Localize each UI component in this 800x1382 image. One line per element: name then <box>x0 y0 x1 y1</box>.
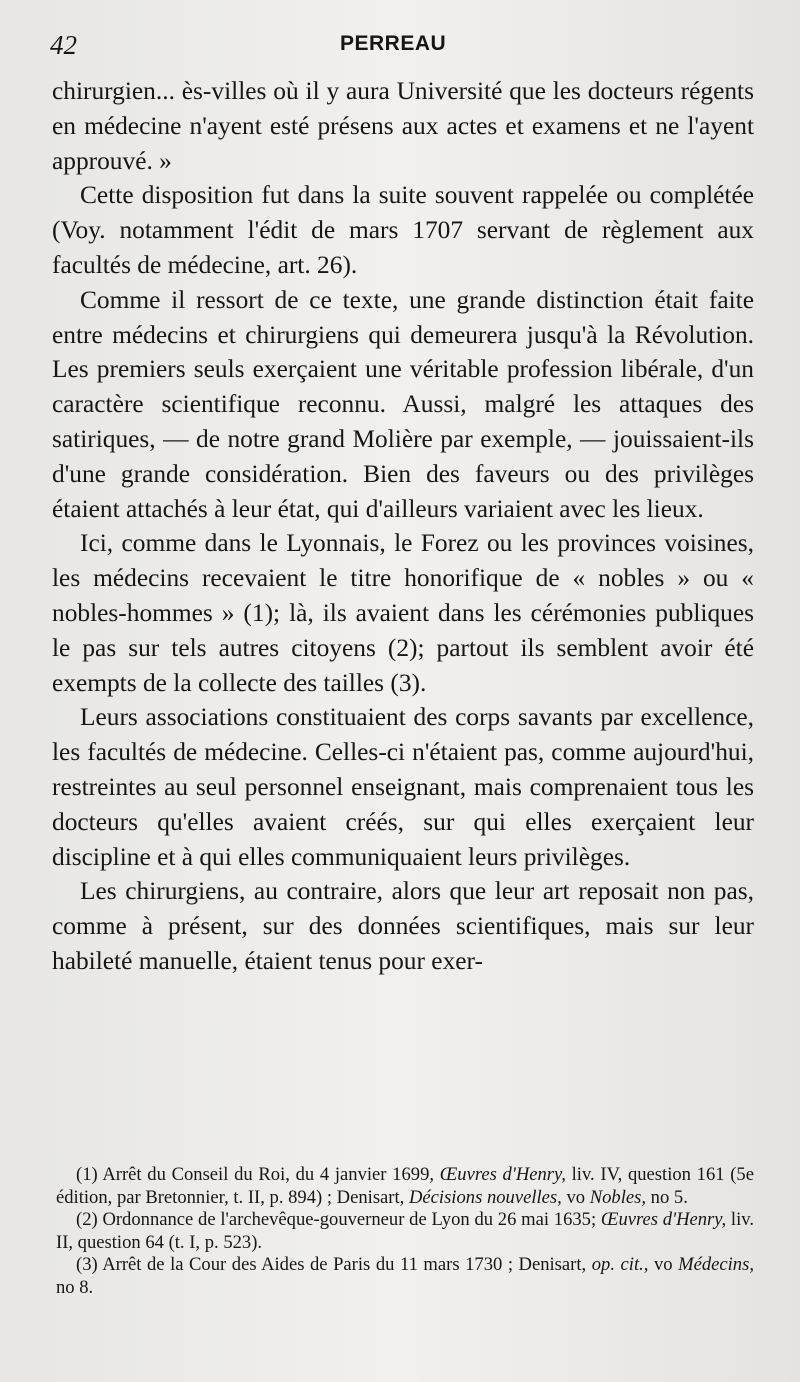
paragraph-6: Les chirurgiens, au contraire, alors que leur art reposait non pas, comme à présent, sur des données scientifiques, mais sur leur habileté manuelle, étaient tenus pour exer- <box>52 877 754 975</box>
page-number: 42 <box>50 30 77 60</box>
footnote-2: (2) Ordonnance de l'archevêque-gouverneur de Lyon du 26 mai 1635; Œuvres d'Henry, liv. II, question 64 (t. I, p. 523). <box>56 1209 755 1253</box>
page-header <box>0 30 800 70</box>
footnotes <box>56 1164 754 1300</box>
body-text <box>52 74 754 979</box>
paragraph-3: Comme il ressort de ce texte, une grande distinction était faite entre médecins et chirurgiens qui demeurera jusqu'à la Révolution. Les premiers seuls exerçaient une véritable profession libérale, d'un caractère scientifique reconnu. Aussi, malgré les attaques des satiriques, — de notre grand Molière par exemple, — jouissaient-ils d'une grande considération. Bien des faveurs ou des privilèges étaient attachés à leur état, qui d'ailleurs variaient avec les lieux. <box>52 285 754 523</box>
running-title: PERREAU <box>340 32 447 55</box>
paragraph-4: Ici, comme dans le Lyonnais, le Forez ou les provinces voisines, les médecins recevaient le titre honorifique de « nobles » ou « nobles-hommes » (1); là, ils avaient dans les cérémonies publiques le pas sur tels autres citoyens (2); partout ils semblent avoir été exempts de la collecte des tailles (3). <box>52 529 754 697</box>
paragraph-5: Leurs associations constituaient des corps savants par excellence, les facultés de médecine. Celles-ci n'étaient pas, comme aujourd'hui, restreintes au seul personnel enseignant, mais comprenaient tous les docteurs qu'elles avaient créés, sur qui elles exerçaient leur discipline et à qui elles communiquaient leurs privilèges. <box>52 703 754 871</box>
footnote-3: (3) Arrêt de la Cour des Aides de Paris du 11 mars 1730 ; Denisart, op. cit., vo Médecins, no 8. <box>56 1254 754 1298</box>
paragraph-2: Cette disposition fut dans la suite souvent rappelée ou complétée (Voy. notamment l'édit de mars 1707 servant de règlement aux facultés de médecine, art. 26). <box>52 181 754 279</box>
footnote-1: (1) Arrêt du Conseil du Roi, du 4 janvier 1699, Œuvres d'Henry, liv. IV, question 161 (5e édition, par Bretonnier, t. II, p. 894) ; Denisart, Décisions nouvelles, vo Nobles, no 5. <box>56 1164 754 1208</box>
paragraph-1: chirurgien... ès-villes où il y aura Université que les docteurs régents en médecine n'ayent esté présens aux actes et examens et ne l'ayent approuvé. » <box>52 77 754 175</box>
